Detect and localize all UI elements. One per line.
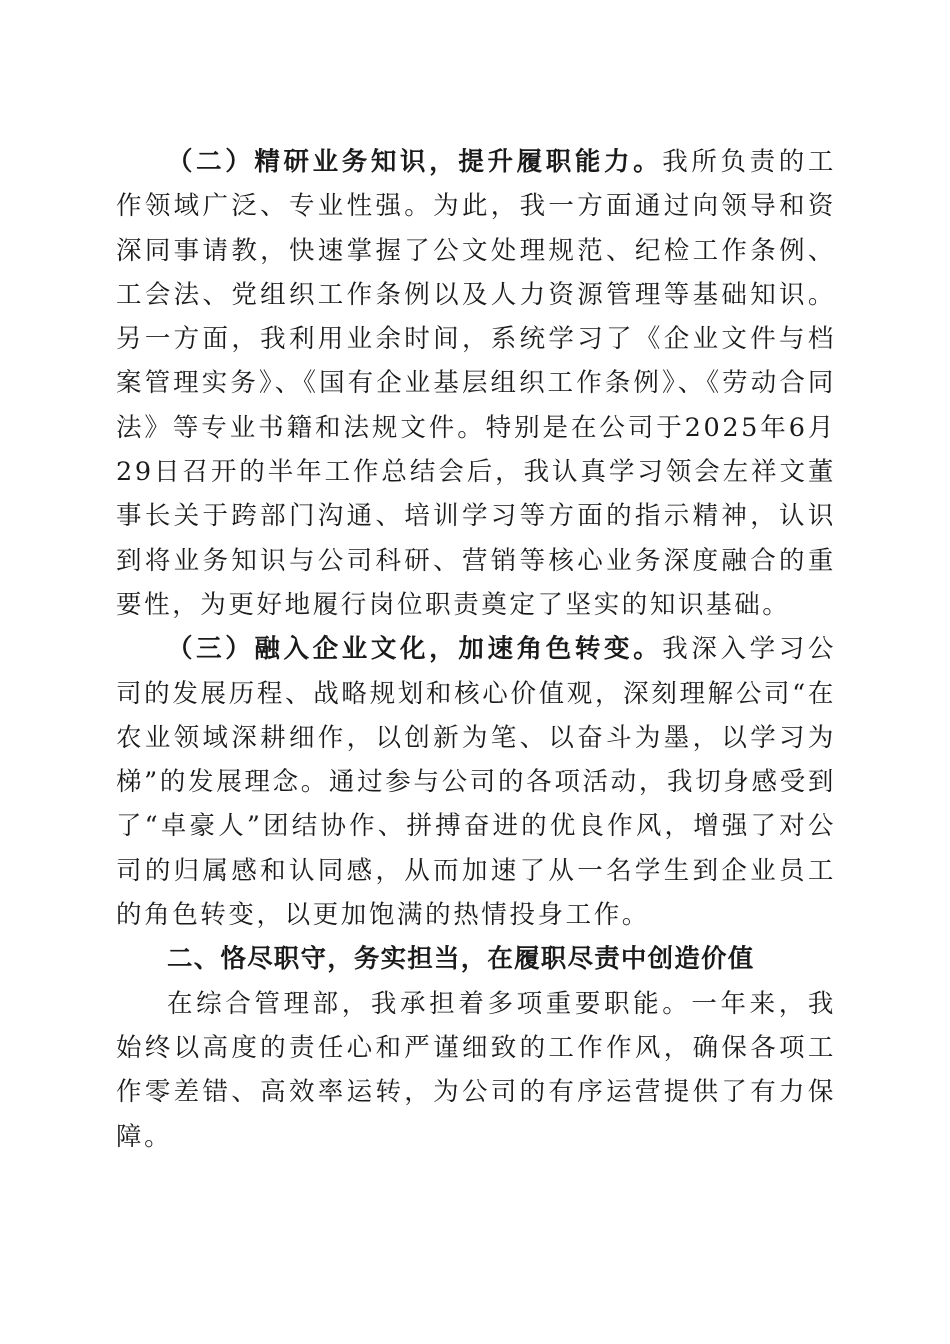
paragraph-lead-section-3: （三）融入企业文化，加速角色转变。 (167, 634, 663, 665)
paragraph-section-3 (116, 627, 836, 937)
document-body (116, 140, 836, 1159)
section-heading-2: 二、恪尽职守，务实担当，在履职尽责中创造价值 (167, 944, 755, 975)
paragraph-body-section-3: 我深入学习公司的发展历程、战略规划和核心价值观，深刻理解公司“在农业领域深耕细作，以创新为笔、以奋斗为墨，以学习为梯”的发展理念。通过参与公司的各项活动，我切身感受到了“卓豪人”团结协作、拼搏奋进的优良作风，增强了对公司的归属感和认同感，从而加速了从一名学生到企业员工的角色转变，以更加饱满的热情投身工作。 (116, 634, 836, 931)
paragraph-closing: 在综合管理部，我承担着多项重要职能。一年来，我始终以高度的责任心和严谨细致的工作作风，确保各项工作零差错、高效率运转，为公司的有序运营提供了有力保障。 (116, 988, 836, 1152)
paragraph-lead-section-2: （二）精研业务知识，提升履职能力。 (167, 147, 663, 177)
paragraph-body-section-2: 我所负责的工作领域广泛、专业性强。为此，我一方面通过向领导和资深同事请教，快速掌握了公文处理规范、纪检工作条例、工会法、党组织工作条例以及人力资源管理等基础知识。另一方面，我利用业余时间，系统学习了《企业文件与档案管理实务》、《国有企业基层组织工作条例》、《劳动合同法》等专业书籍和法规文件。特别是在公司于2025年6月29日召开的半年工作总结会后，我认真学习领会左祥文董事长关于跨部门沟通、培训学习等方面的指示精神，认识到将业务知识与公司科研、营销等核心业务深度融合的重要性，为更好地履行岗位职责奠定了坚实的知识基础。 (116, 147, 836, 620)
paragraph-section-2 (116, 140, 836, 627)
